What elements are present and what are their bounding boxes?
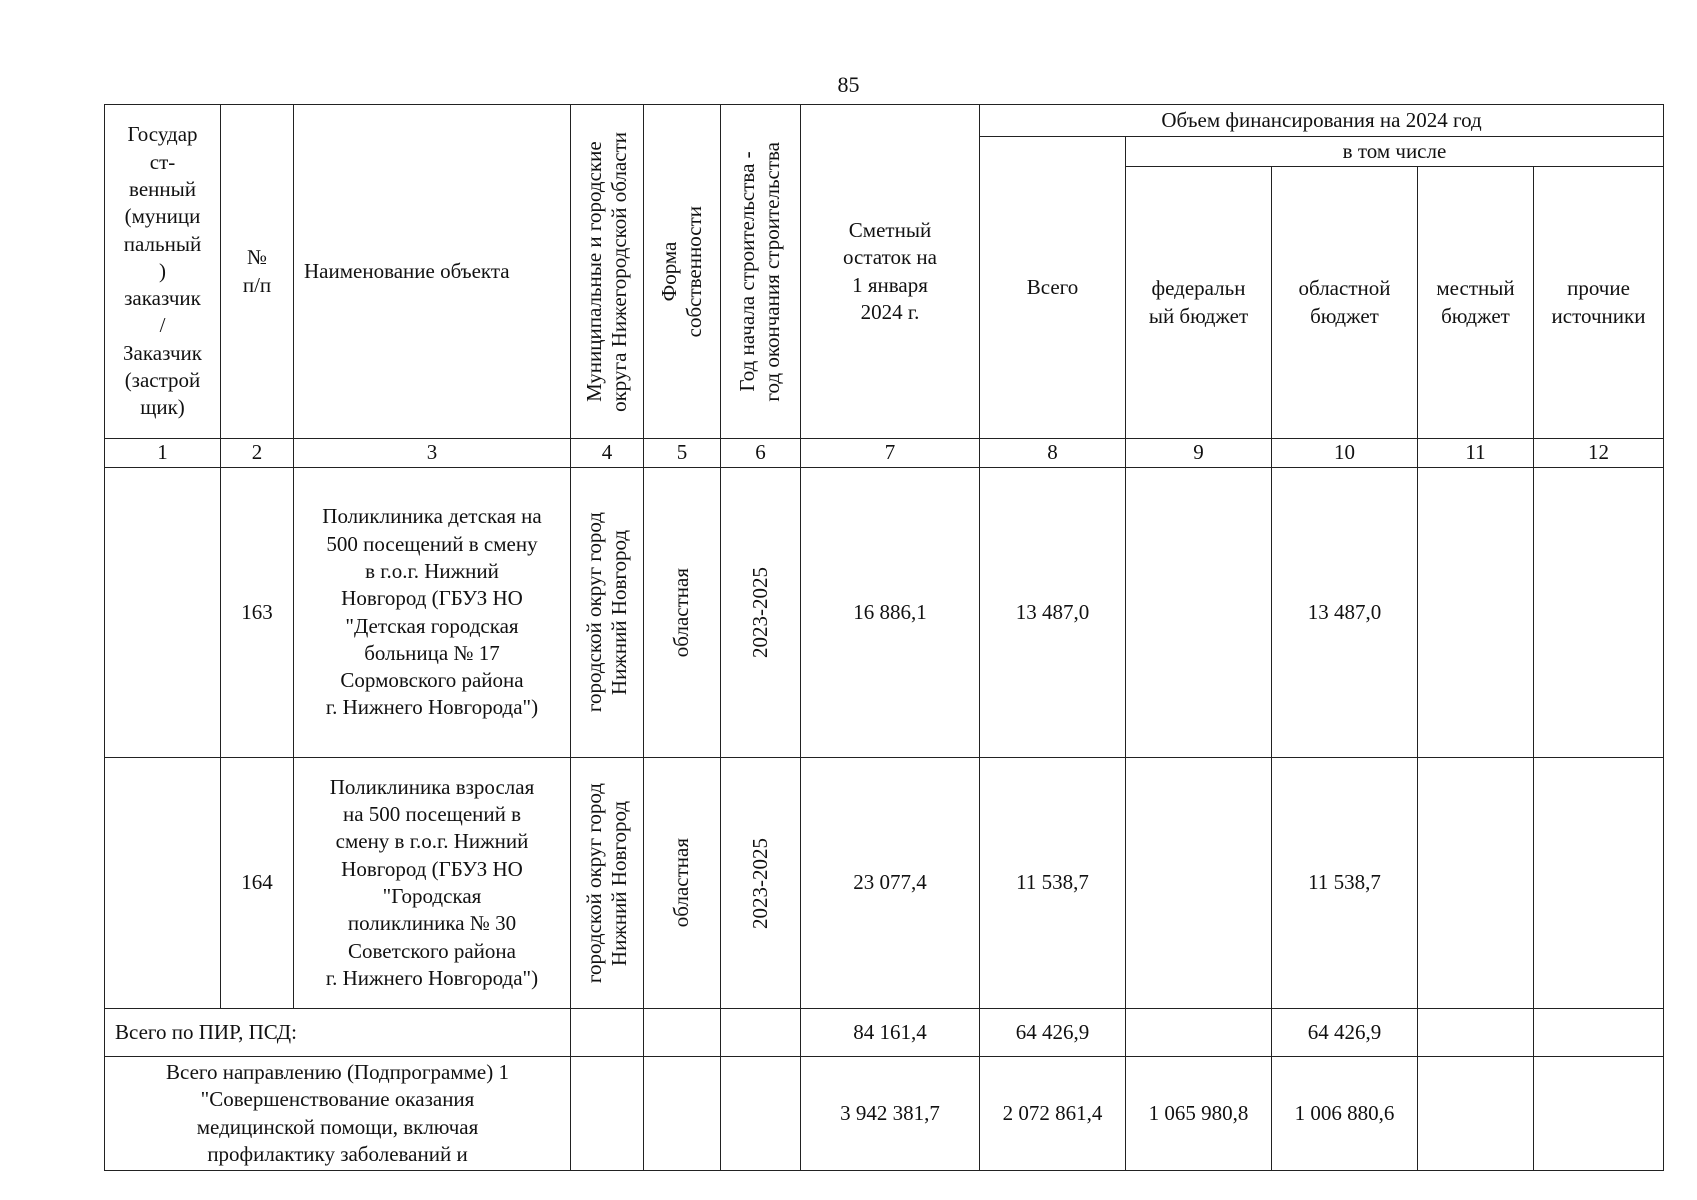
header-regional: областной бюджет <box>1272 167 1418 439</box>
empty-cell <box>571 1009 644 1057</box>
column-number: 2 <box>221 439 294 468</box>
ownership-cell: областная <box>644 468 721 758</box>
empty-cell <box>571 1057 644 1171</box>
local-value <box>1418 1009 1534 1057</box>
total-value: 2 072 861,4 <box>980 1057 1126 1171</box>
empty-cell <box>721 1009 801 1057</box>
other-value <box>1534 468 1664 758</box>
column-number: 1 <box>105 439 221 468</box>
header-customer: Государ ст- венный (муници пальный ) заказчик / Заказчик (застрой щик) <box>105 105 221 439</box>
empty-cell <box>644 1009 721 1057</box>
ownership-cell: областная <box>644 758 721 1009</box>
header-municipality: Муниципальные и городские округа Нижегородской области <box>571 105 644 439</box>
header-funding-group: Объем финансирования на 2024 год <box>980 105 1664 137</box>
municipality-cell: городской округ город Нижний Новгород <box>571 758 644 1009</box>
local-value <box>1418 758 1534 1009</box>
summary-label: Всего по ПИР, ПСД: <box>105 1009 571 1057</box>
summary-row-pir <box>105 1009 1664 1057</box>
header-object-name: Наименование объекта <box>294 105 571 439</box>
row-number: 163 <box>221 468 294 758</box>
years-cell: 2023-2025 <box>721 758 801 1009</box>
federal-value <box>1126 758 1272 1009</box>
regional-value: 1 006 880,6 <box>1272 1057 1418 1171</box>
regional-value: 64 426,9 <box>1272 1009 1418 1057</box>
row-number: 164 <box>221 758 294 1009</box>
federal-value <box>1126 1009 1272 1057</box>
header-total: Всего <box>980 137 1126 439</box>
column-number: 8 <box>980 439 1126 468</box>
empty-cell <box>721 1057 801 1171</box>
municipality-cell: городской округ город Нижний Новгород <box>571 468 644 758</box>
federal-value: 1 065 980,8 <box>1126 1057 1272 1171</box>
column-number: 10 <box>1272 439 1418 468</box>
column-number: 3 <box>294 439 571 468</box>
customer-cell <box>105 758 221 1009</box>
customer-cell <box>105 468 221 758</box>
total-value: 13 487,0 <box>980 468 1126 758</box>
header-including: в том числе <box>1126 137 1664 167</box>
local-value <box>1418 468 1534 758</box>
regional-value: 11 538,7 <box>1272 758 1418 1009</box>
table-row <box>105 758 1664 1009</box>
summary-label: Всего направлению (Подпрограмме) 1 "Совершенствование оказания медицинской помощи, включая профилактику заболеваний и <box>105 1057 571 1171</box>
header-ownership: Форма собственности <box>644 105 721 439</box>
column-number: 11 <box>1418 439 1534 468</box>
page-number: 85 <box>837 72 860 97</box>
remainder-value: 84 161,4 <box>801 1009 980 1057</box>
table-row <box>105 468 1664 758</box>
column-number: 6 <box>721 439 801 468</box>
header-remainder: Сметный остаток на 1 января 2024 г. <box>801 105 980 439</box>
column-number: 4 <box>571 439 644 468</box>
header-number: № п/п <box>221 105 294 439</box>
object-name: Поликлиника детская на 500 посещений в смену в г.о.г. Нижний Новгород (ГБУЗ НО "Детская городская больница № 17 Сормовского района г. Нижнего Новгорода") <box>294 468 571 758</box>
remainder-value: 16 886,1 <box>801 468 980 758</box>
regional-value: 13 487,0 <box>1272 468 1418 758</box>
header-federal: федеральн ый бюджет <box>1126 167 1272 439</box>
column-number: 5 <box>644 439 721 468</box>
total-value: 11 538,7 <box>980 758 1126 1009</box>
remainder-value: 3 942 381,7 <box>801 1057 980 1171</box>
total-value: 64 426,9 <box>980 1009 1126 1057</box>
remainder-value: 23 077,4 <box>801 758 980 1009</box>
column-number-row <box>105 439 1664 468</box>
object-name: Поликлиника взрослая на 500 посещений в смену в г.о.г. Нижний Новгород (ГБУЗ НО "Городская поликлиника № 30 Советского района г. Нижнего Новгорода") <box>294 758 571 1009</box>
local-value <box>1418 1057 1534 1171</box>
column-number: 7 <box>801 439 980 468</box>
header-years: Год начала строительства - год окончания строительства <box>721 105 801 439</box>
federal-value <box>1126 468 1272 758</box>
header-local: местный бюджет <box>1418 167 1534 439</box>
column-number: 9 <box>1126 439 1272 468</box>
empty-cell <box>644 1057 721 1171</box>
other-value <box>1534 1057 1664 1171</box>
construction-funding-table <box>104 104 1664 1171</box>
other-value <box>1534 758 1664 1009</box>
summary-row-direction <box>105 1057 1664 1171</box>
column-number: 12 <box>1534 439 1664 468</box>
years-cell: 2023-2025 <box>721 468 801 758</box>
other-value <box>1534 1009 1664 1057</box>
header-other: прочие источники <box>1534 167 1664 439</box>
